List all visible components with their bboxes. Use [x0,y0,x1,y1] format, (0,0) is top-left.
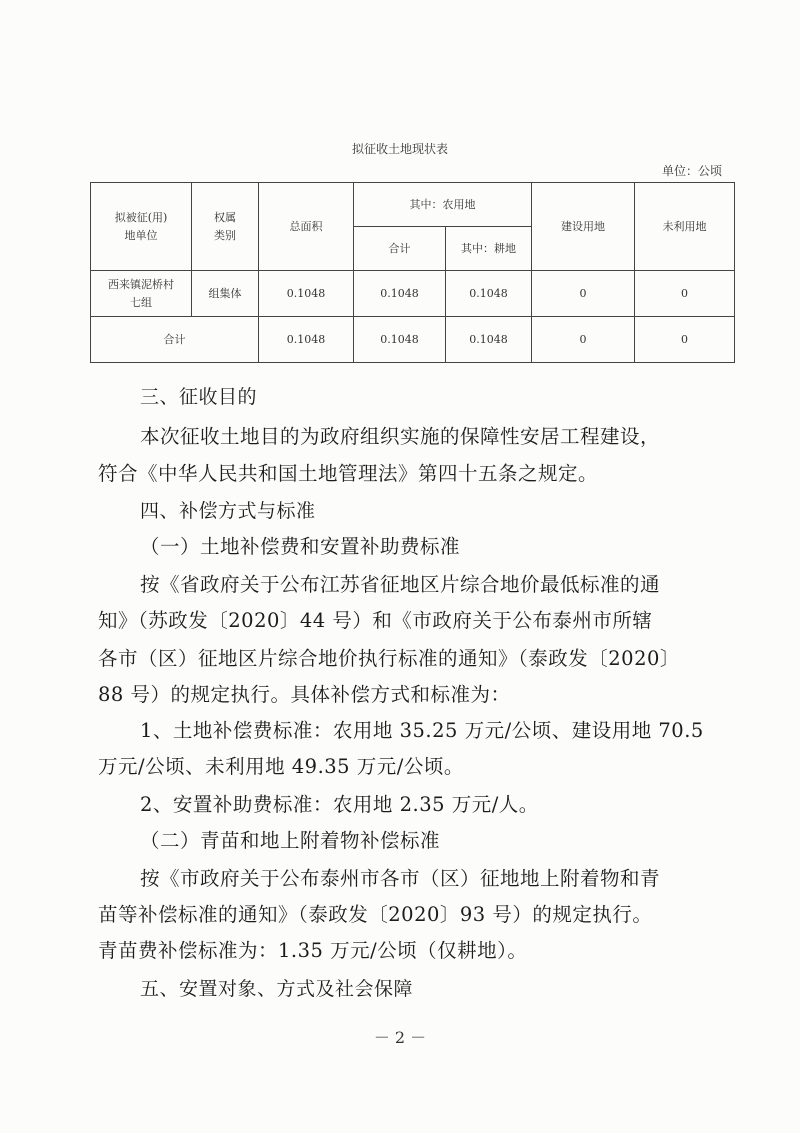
cell-unit: 西来镇泥桥村 七组 [91,271,192,317]
total-construction: 0 [532,317,635,363]
land-status-table [90,182,735,363]
total-area: 0.1048 [259,317,354,363]
paragraph-line: 本次征收土地目的为政府组织实施的保障性安居工程建设， [140,425,661,448]
table-header-row [91,183,735,227]
paragraph-line: 符合《中华人民共和国土地管理法》第四十五条之规定。 [98,462,599,485]
list-item: 1、土地补偿费标准：农用地 35.25 万元/公顷、建设用地 70.5 [140,719,704,742]
header-ownership: 权属 类别 [192,183,259,271]
header-agri-group: 其中：农用地 [354,183,532,227]
table-total-row [91,317,735,363]
header-agri-total: 合计 [354,227,446,271]
cell-total-area: 0.1048 [259,271,354,317]
total-agri: 0.1048 [354,317,446,363]
header-unused: 未利用地 [635,183,735,271]
subsection-1-heading: （一）土地补偿费和安置补助费标准 [140,535,461,558]
table-unit-label: 单位：公顷 [661,164,722,178]
paragraph-line: 88 号）的规定执行。具体补偿方式和标准为： [98,683,511,706]
header-agri-farmland: 其中：耕地 [446,227,532,271]
paragraph-line: 青苗费补偿标准为：1.35 万元/公顷（仅耕地）。 [98,939,528,962]
list-item: 2、安置补助费标准：农用地 2.35 万元/人。 [140,793,539,816]
total-farmland: 0.1048 [446,317,532,363]
cell-construction: 0 [532,271,635,317]
paragraph-line: 按《市政府关于公布泰州市各市（区）征地地上附着物和青 [140,867,661,890]
paragraph-line: 苗等补偿标准的通知》（泰政发〔2020〕93 号）的规定执行。 [98,903,653,926]
header-construction: 建设用地 [532,183,635,271]
section-3-heading: 三、征收目的 [140,386,258,408]
cell-ownership: 组集体 [192,271,259,317]
table-title: 拟征收土地现状表 [351,142,448,156]
cell-agri-total: 0.1048 [354,271,446,317]
total-unused: 0 [635,317,735,363]
section-4-heading: 四、补偿方式与标准 [140,500,316,522]
header-unit: 拟被征(用) 地单位 [91,183,192,271]
paragraph-line: 知》（苏政发〔2020〕44 号）和《市政府关于公布泰州市所辖 [98,609,653,632]
total-label: 合计 [91,317,259,363]
paragraph-line: 各市（区）征地区片综合地价执行标准的通知》（泰政发〔2020〕 [98,647,680,670]
paragraph-line: 按《省政府关于公布江苏省征地区片综合地价最低标准的通 [140,573,661,596]
header-total-area: 总面积 [259,183,354,271]
table-row [91,271,735,317]
subsection-2-heading: （二）青苗和地上附着物补偿标准 [140,829,441,852]
list-item-continued: 万元/公顷、未利用地 49.35 万元/公顷。 [98,755,464,778]
cell-farmland: 0.1048 [446,271,532,317]
page-number: － 2 － [373,1028,427,1047]
section-5-heading: 五、安置对象、方式及社会保障 [140,978,414,1000]
cell-unused: 0 [635,271,735,317]
